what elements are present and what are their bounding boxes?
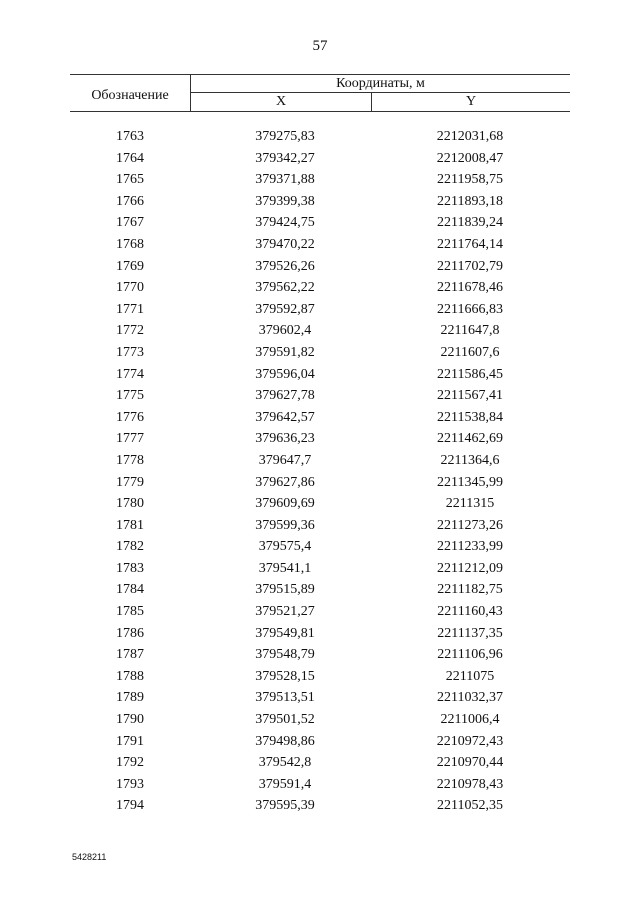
cell-y: 2211052,35 (437, 798, 503, 814)
cell-y: 2211462,69 (437, 431, 503, 447)
header-designation: Обозначение (91, 88, 169, 103)
cell-y: 2211212,09 (437, 560, 503, 576)
cell-x: 379575,4 (258, 539, 312, 555)
cell-x: 379595,39 (255, 798, 315, 814)
cell-y: 2211032,37 (437, 690, 503, 706)
cell-x: 379591,82 (255, 344, 315, 360)
table-row (0, 536, 640, 558)
header-top-rule (70, 74, 570, 75)
cell-designation: 1766 (116, 193, 144, 209)
table-row (0, 731, 640, 753)
page-number: 57 (312, 38, 328, 54)
cell-y: 2211182,75 (437, 582, 503, 598)
cell-x: 379642,57 (255, 409, 315, 425)
table-row (0, 256, 640, 278)
cell-designation: 1777 (116, 431, 144, 447)
cell-x: 379371,88 (255, 172, 315, 188)
cell-designation: 1781 (116, 517, 144, 533)
cell-designation: 1767 (116, 215, 144, 231)
table-row (0, 493, 640, 515)
table-body (0, 126, 640, 817)
table-row (0, 644, 640, 666)
cell-designation: 1790 (116, 712, 144, 728)
cell-x: 379513,51 (255, 690, 315, 706)
header-x: X (275, 94, 287, 109)
footer-document-code: 5428211 (72, 852, 107, 862)
table-row (0, 666, 640, 688)
cell-y: 2211764,14 (437, 236, 503, 252)
table-header (70, 74, 570, 114)
cell-designation: 1785 (116, 604, 144, 620)
table-row (0, 515, 640, 537)
cell-x: 379627,86 (255, 474, 315, 490)
cell-x: 379549,81 (255, 625, 315, 641)
table-row (0, 212, 640, 234)
cell-x: 379562,22 (255, 280, 315, 296)
cell-designation: 1791 (116, 733, 144, 749)
cell-y: 2211345,99 (437, 474, 503, 490)
table-row (0, 472, 640, 494)
cell-designation: 1770 (116, 280, 144, 296)
table-row (0, 407, 640, 429)
cell-designation: 1763 (116, 129, 144, 144)
cell-x: 379591,4 (258, 776, 312, 792)
cell-x: 379498,86 (255, 733, 315, 749)
cell-x: 379602,4 (258, 323, 312, 339)
cell-designation: 1792 (116, 755, 144, 771)
cell-y: 2212008,47 (436, 150, 504, 166)
table-row (0, 364, 640, 386)
cell-designation: 1787 (116, 647, 144, 663)
cell-x: 379599,36 (255, 517, 315, 533)
cell-x: 379521,27 (255, 604, 315, 620)
cell-x: 379275,83 (255, 129, 315, 144)
cell-designation: 1794 (116, 798, 144, 814)
table-row (0, 450, 640, 472)
cell-x: 379526,26 (255, 258, 315, 274)
cell-x: 379528,15 (255, 668, 315, 684)
table-row (0, 126, 640, 148)
cell-y: 2211586,45 (437, 366, 503, 382)
table-row (0, 234, 640, 256)
cell-designation: 1772 (116, 323, 144, 339)
cell-designation: 1782 (116, 539, 144, 555)
table-row (0, 601, 640, 623)
cell-y: 2211567,41 (437, 388, 503, 404)
header-coordinates: Координаты, м (336, 76, 425, 91)
cell-y: 2211233,99 (437, 539, 503, 555)
table-row (0, 623, 640, 645)
table-row (0, 148, 640, 170)
cell-designation: 1765 (116, 172, 144, 188)
cell-y: 2211678,46 (437, 280, 503, 296)
cell-designation: 1764 (116, 150, 144, 166)
table-row (0, 320, 640, 342)
cell-x: 379541,1 (258, 560, 312, 576)
cell-y: 2211315 (445, 496, 495, 512)
cell-designation: 1775 (116, 388, 144, 404)
cell-y: 2211958,75 (437, 172, 503, 188)
cell-x: 379470,22 (255, 236, 315, 252)
cell-x: 379592,87 (255, 301, 315, 317)
cell-x: 379636,23 (255, 431, 315, 447)
header-y: Y (465, 94, 477, 109)
cell-designation: 1768 (116, 236, 144, 252)
table-row (0, 277, 640, 299)
cell-x: 379515,89 (255, 582, 315, 598)
table-row (0, 191, 640, 213)
cell-y: 2211364,6 (440, 452, 500, 468)
cell-x: 379501,52 (255, 712, 315, 728)
table-row (0, 428, 640, 450)
table-row (0, 385, 640, 407)
cell-designation: 1779 (116, 474, 144, 490)
table-row (0, 687, 640, 709)
cell-designation: 1780 (116, 496, 144, 512)
cell-y: 2210972,43 (436, 733, 504, 749)
table-row (0, 558, 640, 580)
cell-y: 2211160,43 (437, 604, 503, 620)
cell-y: 2210970,44 (436, 755, 504, 771)
cell-y: 2211702,79 (437, 258, 503, 274)
cell-designation: 1786 (116, 625, 144, 641)
cell-y: 2211538,84 (437, 409, 503, 425)
cell-x: 379399,38 (255, 193, 315, 209)
table-row (0, 342, 640, 364)
table-row (0, 299, 640, 321)
cell-designation: 1773 (116, 344, 144, 360)
cell-y: 2211893,18 (437, 193, 503, 209)
cell-designation: 1774 (116, 366, 144, 382)
cell-designation: 1788 (116, 668, 144, 684)
cell-x: 379424,75 (255, 215, 315, 231)
cell-x: 379627,78 (255, 388, 315, 404)
cell-x: 379548,79 (255, 647, 315, 663)
table-row (0, 169, 640, 191)
cell-y: 2211666,83 (437, 301, 503, 317)
cell-x: 379647,7 (258, 452, 312, 468)
cell-x: 379342,27 (255, 150, 315, 166)
cell-x: 379542,8 (258, 755, 312, 771)
cell-y: 2211607,6 (440, 344, 500, 360)
header-bottom-rule (70, 111, 570, 112)
table-row (0, 795, 640, 817)
cell-y: 2211647,8 (440, 323, 500, 339)
cell-designation: 1769 (116, 258, 144, 274)
cell-y: 2211006,4 (440, 712, 500, 728)
cell-y: 2211273,26 (437, 517, 503, 533)
table-row (0, 709, 640, 731)
cell-y: 2211137,35 (437, 625, 503, 641)
cell-y: 2211075 (445, 668, 495, 684)
cell-designation: 1778 (116, 452, 144, 468)
cell-designation: 1776 (116, 409, 144, 425)
cell-designation: 1783 (116, 560, 144, 576)
cell-x: 379596,04 (255, 366, 315, 382)
cell-designation: 1789 (116, 690, 144, 706)
cell-y: 2212031,68 (436, 129, 504, 144)
cell-y: 2210978,43 (436, 776, 504, 792)
cell-designation: 1793 (116, 776, 144, 792)
cell-x: 379609,69 (255, 496, 315, 512)
table-row (0, 579, 640, 601)
table-row (0, 752, 640, 774)
cell-y: 2211106,96 (437, 647, 503, 663)
cell-designation: 1784 (116, 582, 144, 598)
header-sub-rule (191, 92, 570, 93)
cell-y: 2211839,24 (437, 215, 503, 231)
table-row (0, 774, 640, 796)
cell-designation: 1771 (116, 301, 144, 317)
